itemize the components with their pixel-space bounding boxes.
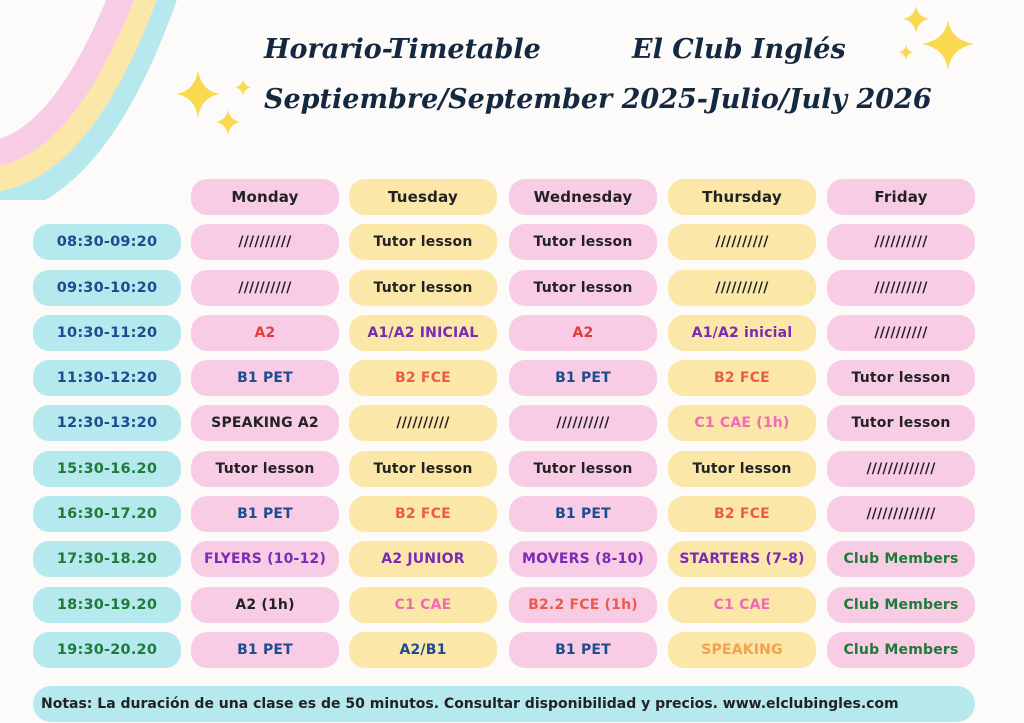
schedule-cell: B2.2 FCE (1h)	[509, 587, 657, 623]
sparkle-icon	[922, 20, 974, 70]
schedule-cell: B2 FCE	[349, 496, 497, 532]
schedule-cell: Tutor lesson	[509, 270, 657, 306]
time-slot-label: 16:30-17.20	[33, 496, 181, 532]
schedule-cell: B2 FCE	[349, 360, 497, 396]
day-header-tuesday: Tuesday	[349, 179, 497, 215]
schedule-cell: Tutor lesson	[349, 451, 497, 487]
schedule-cell: A2	[509, 315, 657, 351]
schedule-cell: STARTERS (7-8)	[668, 541, 816, 577]
schedule-cell: B2 FCE	[668, 496, 816, 532]
sparkle-icon	[899, 45, 913, 60]
schedule-cell: SPEAKING A2	[191, 405, 339, 441]
time-slot-label: 17:30-18.20	[33, 541, 181, 577]
schedule-cell: B1 PET	[509, 632, 657, 668]
sparkle-icon	[235, 79, 251, 96]
day-header-thursday: Thursday	[668, 179, 816, 215]
schedule-cell: B2 FCE	[668, 360, 816, 396]
schedule-cell: B1 PET	[191, 632, 339, 668]
schedule-cell: A1/A2 INICIAL	[349, 315, 497, 351]
schedule-cell: /////////////	[827, 451, 975, 487]
schedule-cell: Tutor lesson	[349, 224, 497, 260]
sparkle-icon	[176, 70, 220, 118]
title-season: Septiembre/September 2025-Julio/July 2026	[264, 84, 932, 115]
schedule-cell: A2	[191, 315, 339, 351]
sparkle-icon	[216, 110, 240, 135]
schedule-cell: Tutor lesson	[827, 360, 975, 396]
schedule-cell: B1 PET	[509, 496, 657, 532]
schedule-cell: //////////	[349, 405, 497, 441]
time-slot-label: 09:30-10:20	[33, 270, 181, 306]
time-slot-label: 19:30-20.20	[33, 632, 181, 668]
schedule-cell: Tutor lesson	[191, 451, 339, 487]
schedule-cell: C1 CAE	[668, 587, 816, 623]
schedule-cell: A2 JUNIOR	[349, 541, 497, 577]
schedule-cell: Tutor lesson	[509, 224, 657, 260]
schedule-cell: FLYERS (10-12)	[191, 541, 339, 577]
schedule-cell: //////////	[668, 270, 816, 306]
schedule-cell: Tutor lesson	[509, 451, 657, 487]
schedule-cell: //////////	[191, 270, 339, 306]
schedule-cell: //////////	[191, 224, 339, 260]
day-header-wednesday: Wednesday	[509, 179, 657, 215]
schedule-cell: //////////	[668, 224, 816, 260]
title-timetable: Horario-Timetable	[264, 34, 541, 65]
schedule-cell: /////////////	[827, 496, 975, 532]
schedule-cell: Club Members	[827, 632, 975, 668]
title-club-name: El Club Inglés	[632, 34, 846, 65]
day-header-friday: Friday	[827, 179, 975, 215]
schedule-cell: Tutor lesson	[827, 405, 975, 441]
schedule-cell: //////////	[827, 224, 975, 260]
schedule-cell: B1 PET	[191, 360, 339, 396]
time-slot-label: 08:30-09:20	[33, 224, 181, 260]
time-slot-label: 18:30-19.20	[33, 587, 181, 623]
schedule-cell: B1 PET	[509, 360, 657, 396]
schedule-cell: Tutor lesson	[668, 451, 816, 487]
schedule-cell: //////////	[827, 315, 975, 351]
time-slot-label: 11:30-12:20	[33, 360, 181, 396]
schedule-cell: Tutor lesson	[349, 270, 497, 306]
notes-footer: Notas: La duración de una clase es de 50 minutos. Consultar disponibilidad y precios. www.elclubingles.com	[33, 686, 975, 722]
schedule-cell: SPEAKING	[668, 632, 816, 668]
schedule-cell: //////////	[509, 405, 657, 441]
time-slot-label: 15:30-16.20	[33, 451, 181, 487]
schedule-cell: A2 (1h)	[191, 587, 339, 623]
schedule-cell: A1/A2 inicial	[668, 315, 816, 351]
schedule-cell: C1 CAE (1h)	[668, 405, 816, 441]
schedule-cell: A2/B1	[349, 632, 497, 668]
schedule-cell: MOVERS (8-10)	[509, 541, 657, 577]
time-slot-label: 12:30-13:20	[33, 405, 181, 441]
sparkle-icon	[903, 6, 929, 33]
schedule-cell: //////////	[827, 270, 975, 306]
schedule-cell: B1 PET	[191, 496, 339, 532]
schedule-cell: Club Members	[827, 587, 975, 623]
day-header-monday: Monday	[191, 179, 339, 215]
schedule-cell: Club Members	[827, 541, 975, 577]
schedule-cell: C1 CAE	[349, 587, 497, 623]
time-slot-label: 10:30-11:20	[33, 315, 181, 351]
